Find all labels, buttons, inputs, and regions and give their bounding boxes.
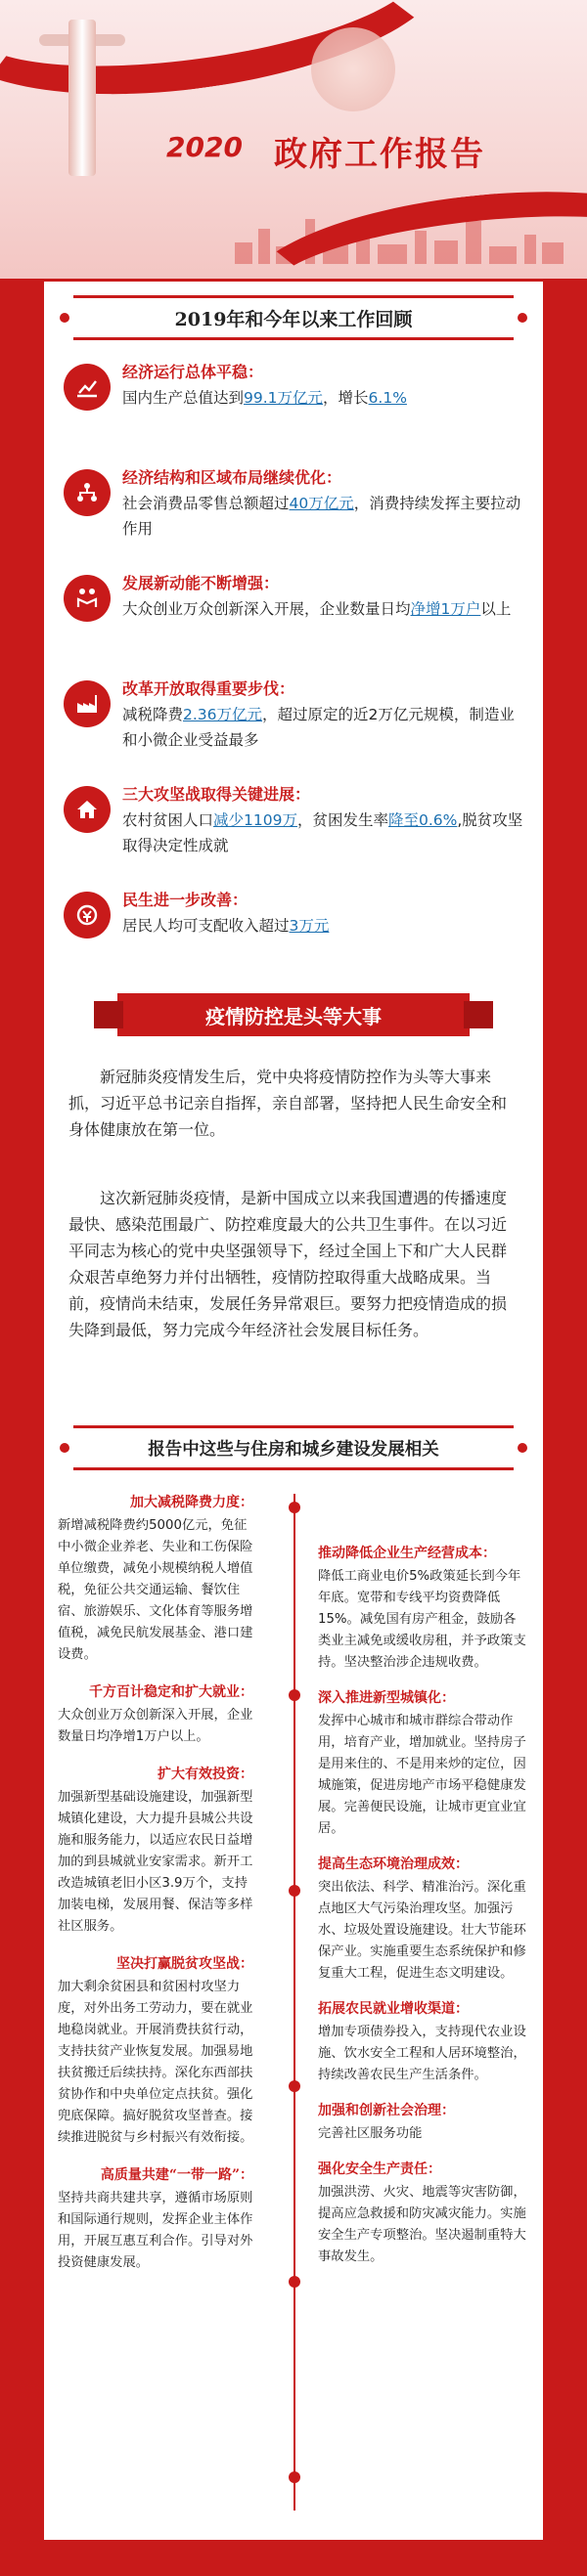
housing-left-column — [58, 1492, 253, 2274]
house-icon — [64, 786, 111, 833]
policy-item: 坚决打赢脱贫攻坚战： 加大剩余贫困县和贫困村攻坚力度，对外出务工劳动力，要在就业地稳岗就业。开展消费扶贫行动，支持扶贫产业恢复发展。加强易地扶贫搬迁后续扶持。深化东西部扶贫协作和中央单位定点扶贫。强化兜底保障。搞好脱贫攻坚普查。接续推进脱贫与乡村振兴有效衔接。 — [58, 1956, 253, 2145]
coin-icon — [64, 892, 111, 939]
review-item-text: 居民人均可支配收入超过3万元 — [122, 917, 330, 935]
review-item-text: 大众创业万众创新深入开展，企业数量日均净增1万户以上 — [122, 600, 512, 618]
epidemic-paragraph-2: 这次新冠肺炎疫情，是新中国成立以来我国遭遇的传播速度最快、感染范围最广、防控难度最大的公共卫生事件。在以习近平同志为核心的党中央坚强领导下，经过全国上下和广大人民群众艰苦卓绝努力并付出牺牲，疫情防控取得重大战略成果。当前，疫情尚未结束，发展任务异常艰巨。要努力把疫情造成的损失降到最低，努力完成今年经济社会发展目标任务。 — [68, 1189, 508, 1339]
chart-up-icon — [64, 364, 111, 411]
epidemic-paragraph-1: 新冠肺炎疫情发生后，党中央将疫情防控作为头等大事来抓，习近平总书记亲自指挥，亲自部署，坚持把人民生命安全和身体健康放在第一位。 — [68, 1068, 508, 1139]
policy-item: 扩大有效投资： 加强新型基础设施建设，加强新型城镇化建设，大力提升县城公共设施和服务能力，以适应农民日益增加的到县城就业安家需求。新开工改造城镇老旧小区3.9万个，支持加装电梯，发展用餐、保洁等多样社区服务。 — [58, 1767, 253, 1934]
policy-item: 拓展农民就业增收渠道： 增加专项债券投入，支持现代农业设施、饮水安全工程和人居环境整治，持续改善农民生产生活条件。 — [318, 2001, 526, 2082]
housing-heading: 报告中这些与住房和城乡建设发展相关 — [73, 1425, 514, 1470]
report-card — [44, 282, 543, 2540]
policy-item: 千方百计稳定和扩大就业： 大众创业万众创新深入开展，企业数量日均净增1万户以上。 — [58, 1684, 253, 1744]
review-item-title: 经济结构和区域布局继续优化： — [122, 468, 342, 487]
review-item — [64, 675, 523, 764]
title-year: 2020 — [166, 131, 243, 163]
policy-item: 加大减税降费力度： 新增减税降费约5000亿元，免征中小微企业养老、失业和工伤保险单位缴费，减免小规模纳税人增值税，免征公共交通运输、餐饮住宿、旅游娱乐、文化体育等服务增值税，减免民航发展基金、港口建设费。 — [58, 1495, 253, 1662]
policy-item: 推动降低企业生产经营成本： 降低工商业电价5%政策延长到今年年底。宽带和专线平均资费降低15%。减免国有房产租金，鼓励各类业主减免或缓收房租，并予政策支持。坚决整治涉企违规收费。 — [318, 1546, 526, 1670]
review-heading: 2019年和今年以来工作回顾 — [73, 295, 514, 340]
policy-item: 加强和创新社会治理： 完善社区服务功能 — [318, 2103, 455, 2141]
housing-right-column — [318, 1543, 528, 2268]
title-main: 政府工作报告 — [274, 135, 485, 174]
policy-item: 提高生态环境治理成效： 突出依法、科学、精准治污。深化重点地区大气污染治理攻坚。加强污水、垃圾处置设施建设。壮大节能环保产业。实施重要生态系统保护和修复重大工程，促进生态文明建设。 — [318, 1856, 526, 1981]
review-item-text: 减税降费2.36万亿元，超过原定的近2万亿元规模，制造业和小微企业受益最多 — [122, 706, 515, 749]
structure-icon — [64, 469, 111, 516]
review-item-title: 改革开放取得重要步伐： — [122, 679, 295, 698]
timeline-line — [294, 1494, 295, 2511]
review-item-text: 社会消费品零售总额超过40万亿元，消费持续发挥主要拉动作用 — [122, 495, 521, 538]
hero-banner — [0, 0, 587, 279]
review-item — [64, 780, 523, 870]
review-item — [64, 569, 523, 659]
ornamental-pillar — [68, 20, 96, 176]
review-item-title: 发展新动能不断增强： — [122, 574, 280, 592]
policy-item: 强化安全生产责任： 加强洪涝、火灾、地震等灾害防御，提高应急救援和防灾减灾能力。实施安全生产专项整治。坚决遏制重特大事故发生。 — [318, 2161, 526, 2264]
review-item-title: 经济运行总体平稳： — [122, 363, 264, 381]
review-item — [64, 358, 523, 448]
review-item-title: 民生进一步改善： — [122, 891, 248, 909]
report-title — [166, 127, 577, 186]
review-item — [64, 463, 523, 553]
review-item-text: 农村贫困人口减少1109万，贫困发生率降至0.6%,脱贫攻坚取得决定性成就 — [122, 811, 523, 854]
footer-band — [0, 2540, 587, 2576]
national-emblem-icon — [311, 27, 395, 111]
factory-icon — [64, 680, 111, 727]
policy-item: 深入推进新型城镇化： 发挥中心城市和城市群综合带动作用，培育产业，增加就业。坚持房子是用来住的、不是用来炒的定位，因城施策，促进房地产市场平稳健康发展。完善便民设施，让城市更宜业宜居。 — [318, 1690, 526, 1836]
review-item — [64, 886, 523, 976]
handshake-icon — [64, 575, 111, 622]
review-item-text: 国内生产总值达到99.1万亿元，增长6.1% — [122, 389, 407, 407]
review-item-title: 三大攻坚战取得关键进展： — [122, 785, 311, 804]
policy-item: 高质量共建“一带一路”： 坚持共商共建共享，遵循市场原则和国际通行规则，发挥企业主体作用，开展互惠互利合作。引导对外投资健康发展。 — [58, 2167, 253, 2270]
epidemic-heading: 疫情防控是头等大事 — [117, 993, 470, 1036]
